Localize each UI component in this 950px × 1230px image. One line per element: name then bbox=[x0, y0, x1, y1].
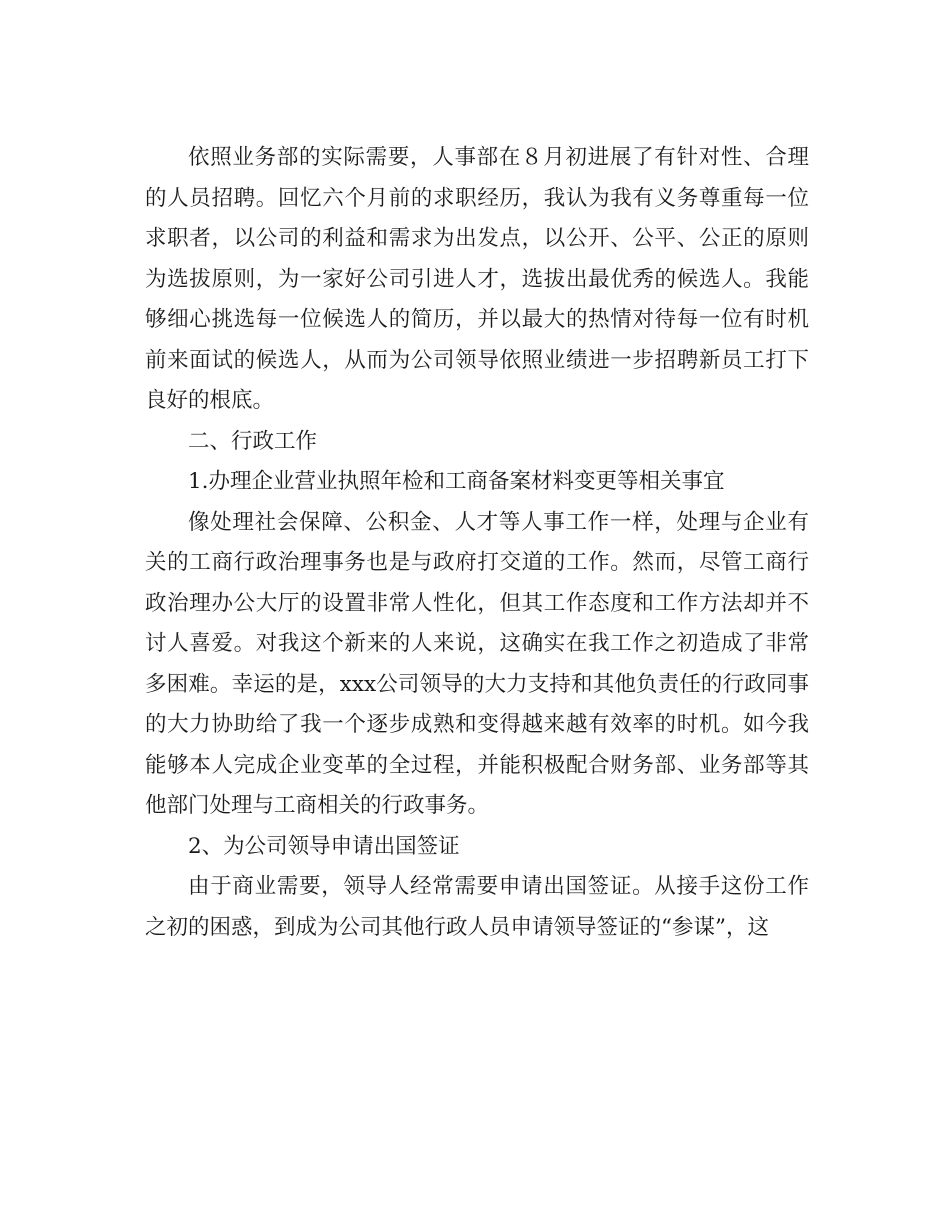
subheading-visa-application: 2、为公司领导申请出国签证 bbox=[188, 833, 460, 859]
section-heading-admin-work: 二、行政工作 bbox=[188, 428, 318, 454]
paragraph-recruitment: 依照业务部的实际需要，人事部在８月初进展了有针对性、合理的人员招聘。回忆六个月前的求职经历，我认为我有义务尊重每一位求职者，以公司的利益和需求为出发点，以公开、公平、公正的原则为选拔原则，为一家好公司引进人才，选拔出最优秀的候选人。我能够细心挑选每一位候选人的简历，并以最大的热情对待每一位有时机前来面试的候选人，从而为公司领导依照业绩进一步招聘新员工打下良好的根底。 bbox=[145, 145, 809, 413]
document-body bbox=[145, 138, 809, 948]
paragraph-business-affairs: 像处理社会保障、公积金、人才等人事工作一样，处理与企业有关的工商行政治理事务也是与政府打交道的工作。然而，尽管工商行政治理办公大厅的设置非常人性化，但其工作态度和工作方法却并不讨人喜爱。对我这个新来的人来说，这确实在我工作之初造成了非常多困难。幸运的是，xxx公司领导的大力支持和其他负责任的行政同事的大力协助给了我一个逐步成熟和变得越来越有效率的时机。如今我能够本人完成企业变革的全过程，并能积极配合财务部、业务部等其他部门处理与工商相关的行政事务。 bbox=[145, 509, 809, 818]
paragraph-visa: 由于商业需要，领导人经常需要申请出国签证。从接手这份工作之初的困惑，到成为公司其他行政人员申请领导签证的“参谋”，这 bbox=[145, 874, 809, 940]
subheading-business-license: 1.办理企业营业执照年检和工商备案材料变更等相关事宜 bbox=[188, 469, 725, 494]
